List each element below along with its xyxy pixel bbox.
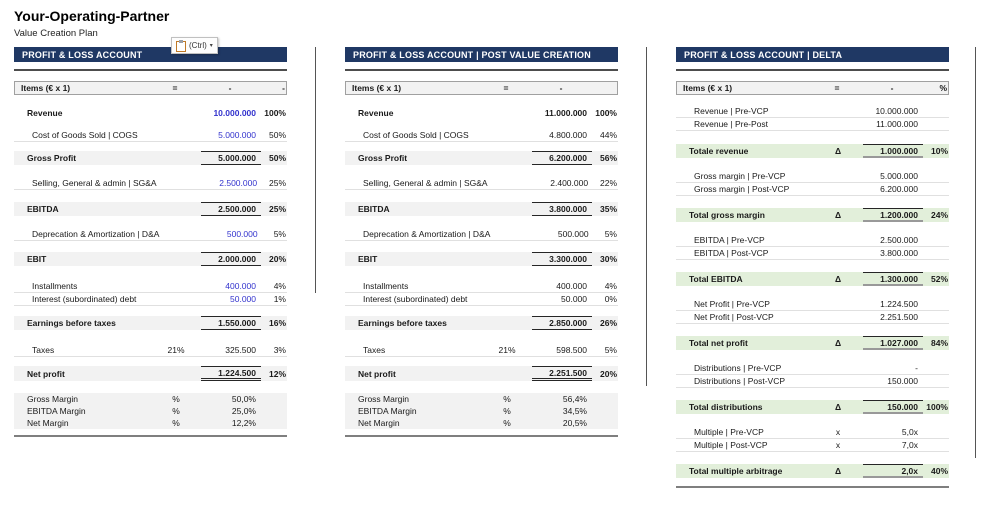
items-header-value: - — [890, 83, 894, 93]
row-label[interactable]: Installments — [363, 281, 409, 291]
spacer — [345, 216, 618, 228]
row-symbol[interactable]: Δ — [834, 402, 842, 412]
grid-divider — [646, 47, 647, 386]
spacer — [14, 190, 287, 202]
row-label[interactable]: Distributions | Post-VCP — [694, 376, 786, 386]
row-value[interactable]: 5.000.000 — [218, 130, 256, 140]
items-header-sym: = — [834, 83, 840, 93]
table-row — [345, 202, 618, 216]
row-label[interactable]: Distributions | Pre-VCP — [694, 363, 782, 373]
table-row — [345, 151, 618, 165]
items-header-pct: % — [939, 83, 947, 93]
row-label[interactable]: Net Margin — [27, 418, 69, 428]
row-label[interactable]: Gross Profit — [27, 153, 77, 163]
double-rule — [14, 69, 287, 71]
table-row — [676, 336, 949, 350]
items-header-row[interactable] — [676, 81, 949, 95]
row-value[interactable]: 2.400.000 — [550, 178, 589, 188]
table-row — [345, 129, 618, 142]
row-label[interactable]: Revenue — [358, 108, 394, 118]
row-percent[interactable]: 20% — [599, 368, 617, 379]
row-label[interactable]: EBITDA Margin — [27, 406, 86, 416]
row-label[interactable]: Revenue — [27, 108, 63, 118]
spacer — [676, 131, 949, 144]
row-percent[interactable]: 1% — [273, 294, 286, 304]
row-percent[interactable]: 50% — [268, 153, 286, 163]
row-value[interactable]: 400.000 — [225, 281, 256, 291]
spacer — [345, 241, 618, 252]
row-symbol[interactable]: % — [172, 394, 180, 404]
row-value[interactable]: 1.200.000 — [863, 208, 923, 222]
table-row — [676, 208, 949, 222]
row-symbol[interactable]: Δ — [834, 146, 842, 156]
row-label[interactable]: Revenue | Pre-VCP — [694, 106, 769, 116]
row-label[interactable]: EBIT — [358, 254, 378, 264]
table-bottom-border — [676, 486, 949, 488]
spacer — [676, 452, 949, 464]
table-row — [676, 272, 949, 286]
pl-table-post-vcp — [345, 47, 618, 437]
row-label[interactable]: Revenue | Pre-Post — [694, 119, 769, 129]
row-value[interactable]: 325.500 — [225, 345, 256, 355]
table-row — [14, 417, 287, 429]
table-title-bar: PROFIT & LOSS ACCOUNT — [14, 47, 287, 62]
row-label[interactable]: Total multiple arbitrage — [689, 466, 783, 476]
table-row — [345, 393, 618, 405]
spacer — [14, 119, 287, 129]
row-value[interactable]: 1.550.000 — [201, 316, 261, 330]
row-percent[interactable]: 4% — [604, 281, 617, 291]
row-symbol[interactable]: 21% — [498, 345, 516, 355]
row-value[interactable]: 4.800.000 — [549, 130, 587, 140]
row-percent[interactable]: 26% — [599, 318, 617, 328]
table-row — [676, 170, 949, 183]
table-row — [676, 311, 949, 324]
row-value[interactable]: 5.000.000 — [880, 171, 918, 181]
row-label[interactable]: Net Margin — [358, 418, 400, 428]
row-label[interactable]: Interest (subordinated) debt — [32, 294, 137, 304]
table-row — [676, 118, 949, 131]
row-percent[interactable]: 5% — [604, 345, 617, 355]
items-header-label: Items (€ x 1) — [683, 83, 733, 93]
table-row — [345, 366, 618, 381]
row-label[interactable]: EBIT — [27, 254, 47, 264]
row-value[interactable]: 150.000 — [863, 400, 923, 414]
paste-options-button[interactable] — [171, 37, 218, 54]
spacer — [676, 388, 949, 400]
table-row — [14, 202, 287, 216]
row-symbol[interactable]: x — [835, 440, 841, 450]
table-row — [345, 252, 618, 266]
spacer — [345, 330, 618, 344]
spacer — [14, 216, 287, 228]
spacer — [14, 142, 287, 151]
row-label[interactable]: Taxes — [32, 345, 55, 355]
row-percent[interactable]: 5% — [604, 229, 617, 239]
table-row — [345, 293, 618, 306]
table-row — [676, 234, 949, 247]
table-row — [14, 293, 287, 306]
spacer — [14, 306, 287, 316]
page-subtitle: Value Creation Plan — [14, 28, 98, 39]
row-value[interactable]: 3.800.000 — [880, 248, 918, 258]
row-percent[interactable]: 40% — [930, 466, 948, 476]
row-label[interactable]: Totale revenue — [689, 146, 749, 156]
page-title: Your-Operating-Partner — [14, 8, 170, 24]
row-symbol[interactable]: Δ — [834, 274, 842, 284]
row-label[interactable]: Cost of Goods Sold | COGS — [363, 130, 469, 140]
row-value[interactable]: 56,4% — [562, 394, 587, 404]
row-value[interactable]: 50,0% — [231, 394, 256, 404]
row-value[interactable]: 2.500.000 — [219, 178, 258, 188]
row-value[interactable]: 2.000.000 — [201, 252, 261, 266]
table-row — [345, 405, 618, 417]
table-row — [676, 464, 949, 478]
items-header-pct: - — [282, 83, 285, 93]
spacer — [14, 165, 287, 177]
spacer — [676, 324, 949, 336]
row-value[interactable]: 11.000.000 — [544, 108, 587, 118]
row-percent[interactable]: 25% — [268, 204, 286, 214]
row-percent[interactable]: 44% — [599, 130, 617, 140]
items-header-row[interactable] — [345, 81, 618, 95]
row-label[interactable]: Total EBITDA — [689, 274, 743, 284]
row-label[interactable]: Selling, General & admin | SG&A — [32, 178, 157, 188]
dropdown-caret-icon: ▾ — [209, 43, 213, 49]
row-value[interactable]: 6.200.000 — [880, 184, 918, 194]
row-label[interactable]: Cost of Goods Sold | COGS — [32, 130, 138, 140]
row-percent[interactable]: 56% — [599, 153, 617, 163]
row-percent[interactable]: 52% — [930, 274, 948, 284]
spacer — [14, 95, 287, 107]
row-value[interactable]: 2.850.000 — [532, 316, 592, 330]
clipboard-icon — [176, 40, 186, 52]
row-symbol[interactable]: % — [172, 418, 180, 428]
spacer — [345, 306, 618, 316]
table-row — [14, 177, 287, 190]
row-percent[interactable]: 0% — [604, 294, 617, 304]
table-row — [14, 107, 287, 119]
row-value[interactable]: 2.500.000 — [201, 202, 261, 216]
items-header-label: Items (€ x 1) — [352, 83, 402, 93]
table-title-bar: PROFIT & LOSS ACCOUNT | DELTA — [676, 47, 949, 62]
row-percent[interactable]: 4% — [273, 281, 286, 291]
double-rule — [345, 69, 618, 71]
row-percent[interactable]: 50% — [268, 130, 286, 140]
table-row — [14, 366, 287, 381]
table-row — [676, 105, 949, 118]
row-percent[interactable]: 30% — [599, 254, 617, 264]
row-value[interactable]: 2,0x — [863, 464, 923, 478]
row-symbol[interactable]: x — [835, 427, 841, 437]
row-value[interactable]: 2.500.000 — [880, 235, 918, 245]
row-label[interactable]: Gross Margin — [27, 394, 79, 404]
grid-divider — [315, 47, 316, 293]
spacer — [345, 165, 618, 177]
items-header-label: Items (€ x 1) — [21, 83, 71, 93]
row-label[interactable]: Total gross margin — [689, 210, 765, 220]
row-percent[interactable]: 12% — [268, 368, 286, 379]
spacer — [676, 478, 949, 486]
table-title-bar: PROFIT & LOSS ACCOUNT | POST VALUE CREATION — [345, 47, 618, 62]
row-percent[interactable]: 100% — [264, 108, 286, 118]
table-row — [14, 280, 287, 293]
row-label[interactable]: Multiple | Pre-VCP — [694, 427, 764, 437]
spacer — [676, 222, 949, 234]
row-label[interactable]: Taxes — [363, 345, 386, 355]
row-label[interactable]: Interest (subordinated) debt — [363, 294, 468, 304]
spacer — [14, 266, 287, 280]
row-percent[interactable]: 84% — [930, 338, 948, 348]
spacer — [676, 196, 949, 208]
spacer — [14, 330, 287, 344]
table-row — [14, 393, 287, 405]
row-value[interactable]: 20,5% — [562, 418, 587, 428]
table-row — [345, 316, 618, 330]
spacer — [345, 357, 618, 366]
row-label[interactable]: Net Profit | Pre-VCP — [694, 299, 770, 309]
row-label[interactable]: Earnings before taxes — [358, 318, 447, 328]
double-rule — [676, 69, 949, 71]
spacer — [676, 286, 949, 298]
row-symbol[interactable]: Δ — [834, 466, 842, 476]
table-row — [676, 426, 949, 439]
row-label[interactable]: Multiple | Post-VCP — [694, 440, 768, 450]
items-header-sym: = — [172, 83, 178, 93]
row-percent[interactable]: 5% — [273, 229, 286, 239]
table-bottom-border — [345, 435, 618, 437]
table-row — [14, 129, 287, 142]
row-percent[interactable]: 22% — [599, 178, 617, 188]
row-value[interactable]: 1.000.000 — [863, 144, 923, 158]
spacer — [14, 381, 287, 393]
spacer — [676, 95, 949, 105]
table-row — [676, 375, 949, 388]
row-symbol[interactable]: 21% — [167, 345, 185, 355]
paste-options-label: (Ctrl) — [189, 41, 207, 50]
row-value[interactable]: 34,5% — [562, 406, 587, 416]
table-row — [345, 177, 618, 190]
row-label[interactable]: Total net profit — [689, 338, 748, 348]
row-value[interactable]: 1.224.500 — [201, 366, 261, 381]
row-value[interactable]: 3.300.000 — [532, 252, 592, 266]
table-bottom-border — [14, 435, 287, 437]
spacer — [345, 381, 618, 393]
row-value[interactable]: 150.000 — [887, 376, 918, 386]
table-row — [676, 247, 949, 260]
row-symbol[interactable]: % — [172, 406, 180, 416]
row-value[interactable]: 5,0x — [901, 427, 918, 437]
row-symbol[interactable]: Δ — [834, 338, 842, 348]
row-label[interactable]: EBITDA | Post-VCP — [694, 248, 769, 258]
row-value[interactable]: 50.000 — [230, 294, 256, 304]
row-label[interactable]: Installments — [32, 281, 78, 291]
row-label[interactable]: Gross margin | Pre-VCP — [694, 171, 786, 181]
row-value[interactable]: 7,0x — [901, 440, 918, 450]
row-value[interactable]: 2.251.500 — [532, 366, 592, 381]
pl-table-pre-vcp — [14, 47, 287, 437]
grid-divider — [975, 47, 976, 458]
row-value[interactable]: 50.000 — [561, 294, 587, 304]
row-label[interactable]: Net profit — [358, 368, 396, 379]
items-header-value: - — [228, 83, 232, 93]
row-label[interactable]: Gross Profit — [358, 153, 408, 163]
table-row — [676, 298, 949, 311]
table-row — [14, 252, 287, 266]
row-value[interactable]: 10.000.000 — [213, 108, 256, 118]
row-value[interactable]: 1.027.000 — [863, 336, 923, 350]
table-row — [14, 151, 287, 165]
table-row — [14, 228, 287, 241]
row-label[interactable]: Net Profit | Post-VCP — [694, 312, 774, 322]
row-label[interactable]: Selling, General & admin | SG&A — [363, 178, 488, 188]
row-value[interactable]: 12,2% — [231, 418, 256, 428]
row-symbol[interactable]: Δ — [834, 210, 842, 220]
row-symbol[interactable]: % — [503, 406, 511, 416]
row-label[interactable]: Gross Margin — [358, 394, 410, 404]
spacer — [676, 350, 949, 362]
row-symbol[interactable]: % — [503, 394, 511, 404]
table-row — [345, 228, 618, 241]
table-row — [14, 405, 287, 417]
row-value[interactable]: 1.300.000 — [863, 272, 923, 286]
items-header-row[interactable] — [14, 81, 287, 95]
items-header-sym: = — [503, 83, 509, 93]
table-row — [345, 417, 618, 429]
row-label[interactable]: EBITDA Margin — [358, 406, 417, 416]
row-percent[interactable]: 25% — [268, 178, 286, 188]
row-value[interactable]: 6.200.000 — [532, 151, 592, 165]
row-value[interactable]: - — [915, 363, 918, 373]
row-value[interactable]: 1.224.500 — [880, 299, 918, 309]
row-percent[interactable]: 100% — [595, 108, 617, 118]
row-label[interactable]: Gross margin | Post-VCP — [694, 184, 790, 194]
row-value[interactable]: 2.251.500 — [880, 312, 918, 322]
row-label[interactable]: Deprecation & Amortization | D&A — [363, 229, 491, 239]
table-row — [676, 439, 949, 452]
row-value[interactable]: 25,0% — [231, 406, 256, 416]
row-label[interactable]: Total distributions — [689, 402, 763, 412]
spacer — [14, 241, 287, 252]
row-percent[interactable]: 10% — [930, 146, 948, 156]
table-row — [676, 400, 949, 414]
pl-table-delta — [676, 47, 949, 488]
row-percent[interactable]: 3% — [273, 345, 286, 355]
spacer — [676, 414, 949, 426]
row-value[interactable]: 500.000 — [226, 229, 258, 239]
row-value[interactable]: 10.000.000 — [875, 106, 918, 116]
row-percent[interactable]: 35% — [599, 204, 617, 214]
spacer — [345, 266, 618, 280]
row-label[interactable]: EBITDA — [358, 204, 390, 214]
spacer — [345, 119, 618, 129]
spacer — [14, 357, 287, 366]
row-percent[interactable]: 16% — [268, 318, 286, 328]
row-value[interactable]: 400.000 — [556, 281, 587, 291]
spacer — [676, 158, 949, 170]
row-value[interactable]: 500.000 — [557, 229, 589, 239]
row-percent[interactable]: 100% — [926, 402, 948, 412]
table-row — [345, 107, 618, 119]
row-percent[interactable]: 24% — [930, 210, 948, 220]
items-header-value: - — [559, 83, 563, 93]
table-row — [345, 344, 618, 357]
table-row — [676, 144, 949, 158]
row-symbol[interactable]: % — [503, 418, 511, 428]
spacer — [345, 142, 618, 151]
table-row — [14, 316, 287, 330]
table-row — [14, 344, 287, 357]
table-row — [676, 183, 949, 196]
spacer — [345, 190, 618, 202]
row-value[interactable]: 11.000.000 — [876, 119, 918, 129]
row-label[interactable]: Earnings before taxes — [27, 318, 116, 328]
table-row — [676, 362, 949, 375]
row-value[interactable]: 5.000.000 — [201, 151, 261, 165]
row-value[interactable]: 598.500 — [556, 345, 587, 355]
row-label[interactable]: Net profit — [27, 368, 65, 379]
table-row — [345, 280, 618, 293]
row-value[interactable]: 3.800.000 — [532, 202, 592, 216]
row-label[interactable]: Deprecation & Amortization | D&A — [32, 229, 160, 239]
row-percent[interactable]: 20% — [268, 254, 286, 264]
row-label[interactable]: EBITDA — [27, 204, 59, 214]
spacer — [345, 95, 618, 107]
spacer — [676, 260, 949, 272]
row-label[interactable]: EBITDA | Pre-VCP — [694, 235, 765, 245]
